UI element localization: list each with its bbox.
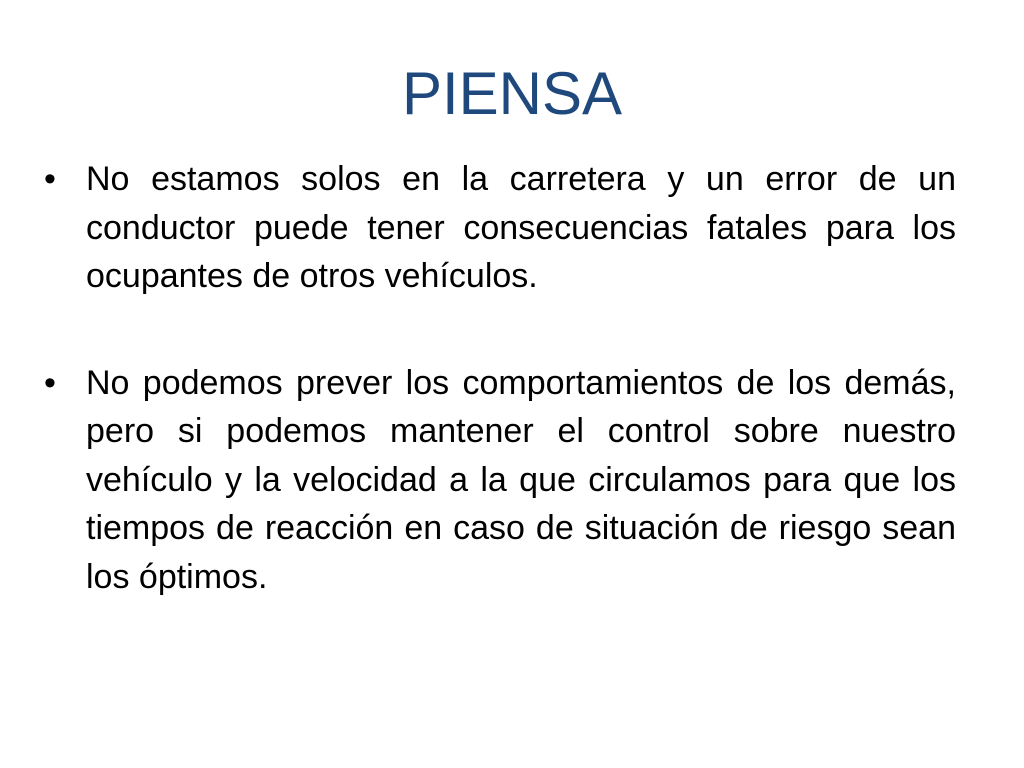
bullet-text: No estamos solos en la carretera y un error de un conductor puede tener consecuencias fatales para los ocupantes de otros vehículos. xyxy=(86,160,956,295)
slide-title: PIENSA xyxy=(401,60,623,127)
bullet-item xyxy=(44,359,956,602)
bullet-item xyxy=(44,155,956,301)
bullet-icon: • xyxy=(44,160,56,198)
bullet-list xyxy=(44,155,956,601)
bullet-text: No podemos prever los comportamientos de los demás, pero si podemos mantener el control sobre nuestro vehículo y la velocidad a la que circulamos para que los tiempos de reacción en caso de situación de riesgo sean los óptimos. xyxy=(86,363,956,596)
bullet-icon: • xyxy=(44,363,56,402)
